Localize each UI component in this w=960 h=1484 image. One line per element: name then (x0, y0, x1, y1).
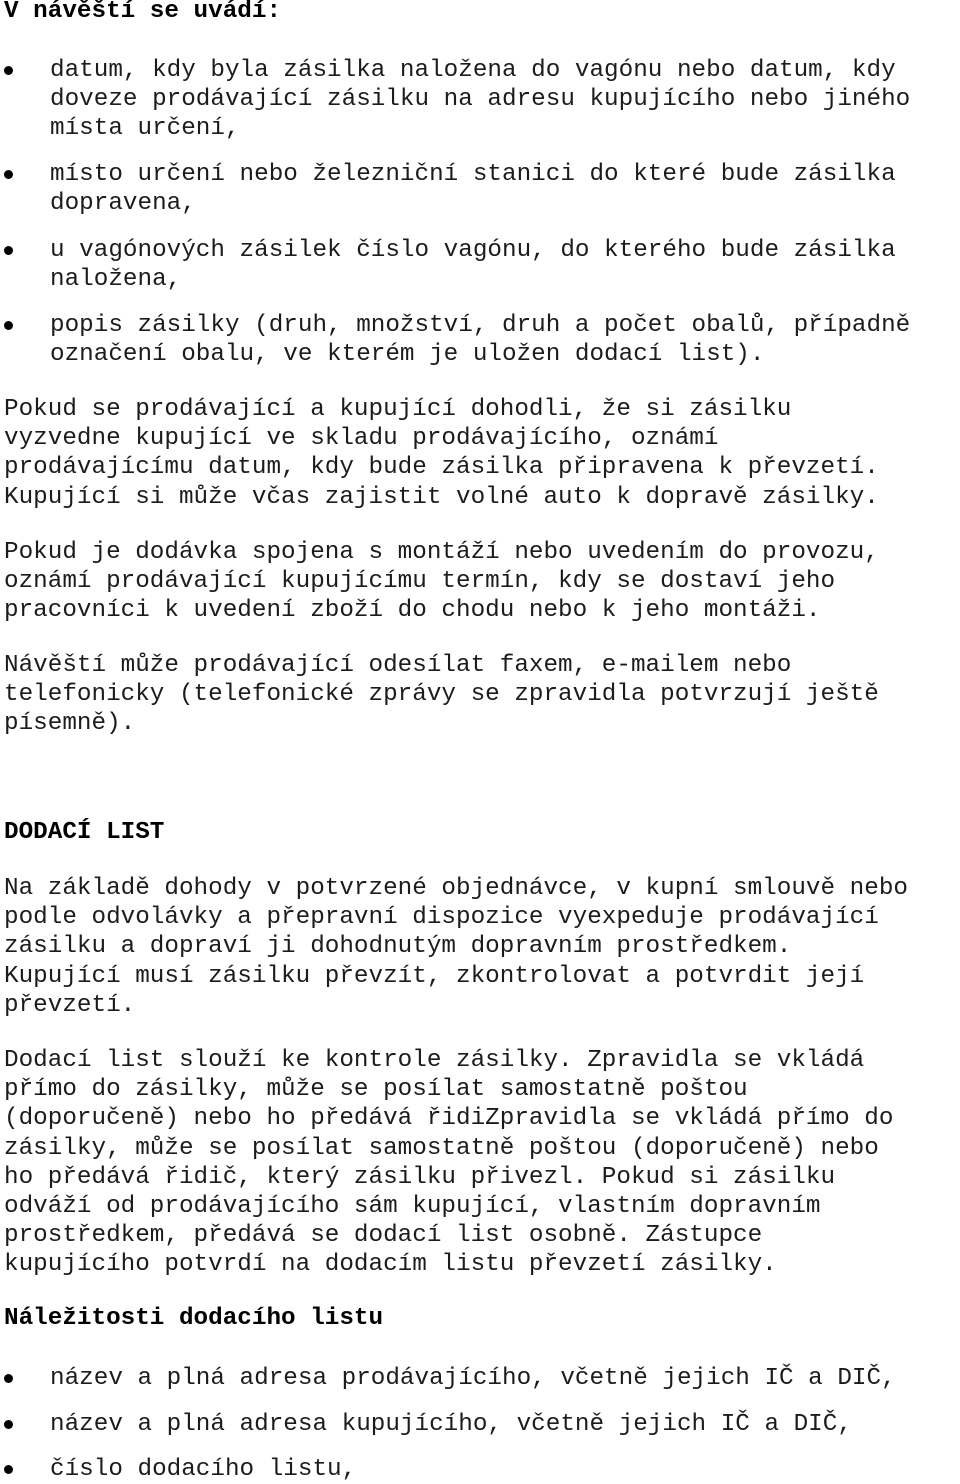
bullet-icon (4, 66, 13, 75)
bullet-icon (4, 321, 13, 330)
list-item-text: název a plná adresa kupujícího, včetně jejich IČ a DIČ, (50, 1411, 852, 1438)
list-item-text: popis zásilky (druh, množství, druh a počet obalů, případně označení obalu, ve kterém je uložen dodací list). (50, 312, 911, 369)
paragraph-odesilani-navesti: Návěští může prodávající odesílat faxem, e-mailem nebo telefonicky (telefonické zprávy se zpravidla potvrzují ještě písemně). (4, 652, 879, 738)
bullet-icon (4, 1374, 13, 1383)
section-heading-navesti: V návěští se uvádí: (4, 0, 282, 25)
list-item-text: u vagónových zásilek číslo vagónu, do kterého bude zásilka naložena, (50, 237, 896, 294)
bullet-icon (4, 170, 13, 179)
list-item-text: datum, kdy byla zásilka naložena do vagónu nebo datum, kdy doveze prodávající zásilku na adresu kupujícího nebo jiného místa určení, (50, 57, 911, 143)
paragraph-montaz: Pokud je dodávka spojena s montáží nebo uvedením do provozu, oznámí prodávající kupujícímu termín, kdy se dostaví jeho pracovníci k uvedení zboží do chodu nebo k jeho montáži. (4, 539, 879, 625)
list-item-text: číslo dodacího listu, (50, 1456, 357, 1483)
section-heading-nalezitosti: Náležitosti dodacího listu (4, 1305, 384, 1332)
bullet-icon (4, 1420, 13, 1429)
section-heading-dodaci-list: DODACÍ LIST (4, 819, 165, 846)
paragraph-ucel-dodaciho-listu: Dodací list slouží ke kontrole zásilky. Zpravidla se vkládá přímo do zásilky, může se posílat samostatně poštou (doporučeně) nebo ho předává řidiZpravidla se vkládá přímo do zásilky, může se posílat samostatně poštou (doporučeně) nebo ho předává řidič, který zásilku přivezl. Pokud si zásilku odváží od prodávajícího sám kupující, vlastním dopravním prostředkem, předává se dodací list osobně. Zástupce kupujícího potvrdí na dodacím listu převzetí zásilky. (4, 1047, 894, 1279)
paragraph-expedice: Na základě dohody v potvrzené objednávce, v kupní smlouvě nebo podle odvolávky a přepravní dispozice vyexpeduje prodávající zásilku a dopraví ji dohodnutým dopravním prostředkem. Kupující musí zásilku převzít, zkontrolovat a potvrdit její převzetí. (4, 875, 908, 1019)
list-item-text: název a plná adresa prodávajícího, včetně jejich IČ a DIČ, (50, 1365, 896, 1392)
bullet-icon (4, 246, 13, 255)
paragraph-vyzvednuti: Pokud se prodávající a kupující dohodli, že si zásilku vyzvedne kupující ve skladu prodávajícího, oznámí prodávajícímu datum, kdy bude zásilka připravena k převzetí. Kupující si může včas zajistit volné auto k dopravě zásilky. (4, 396, 879, 511)
list-item-text: místo určení nebo železniční stanici do které bude zásilka dopravena, (50, 161, 896, 218)
bullet-icon (4, 1465, 13, 1474)
